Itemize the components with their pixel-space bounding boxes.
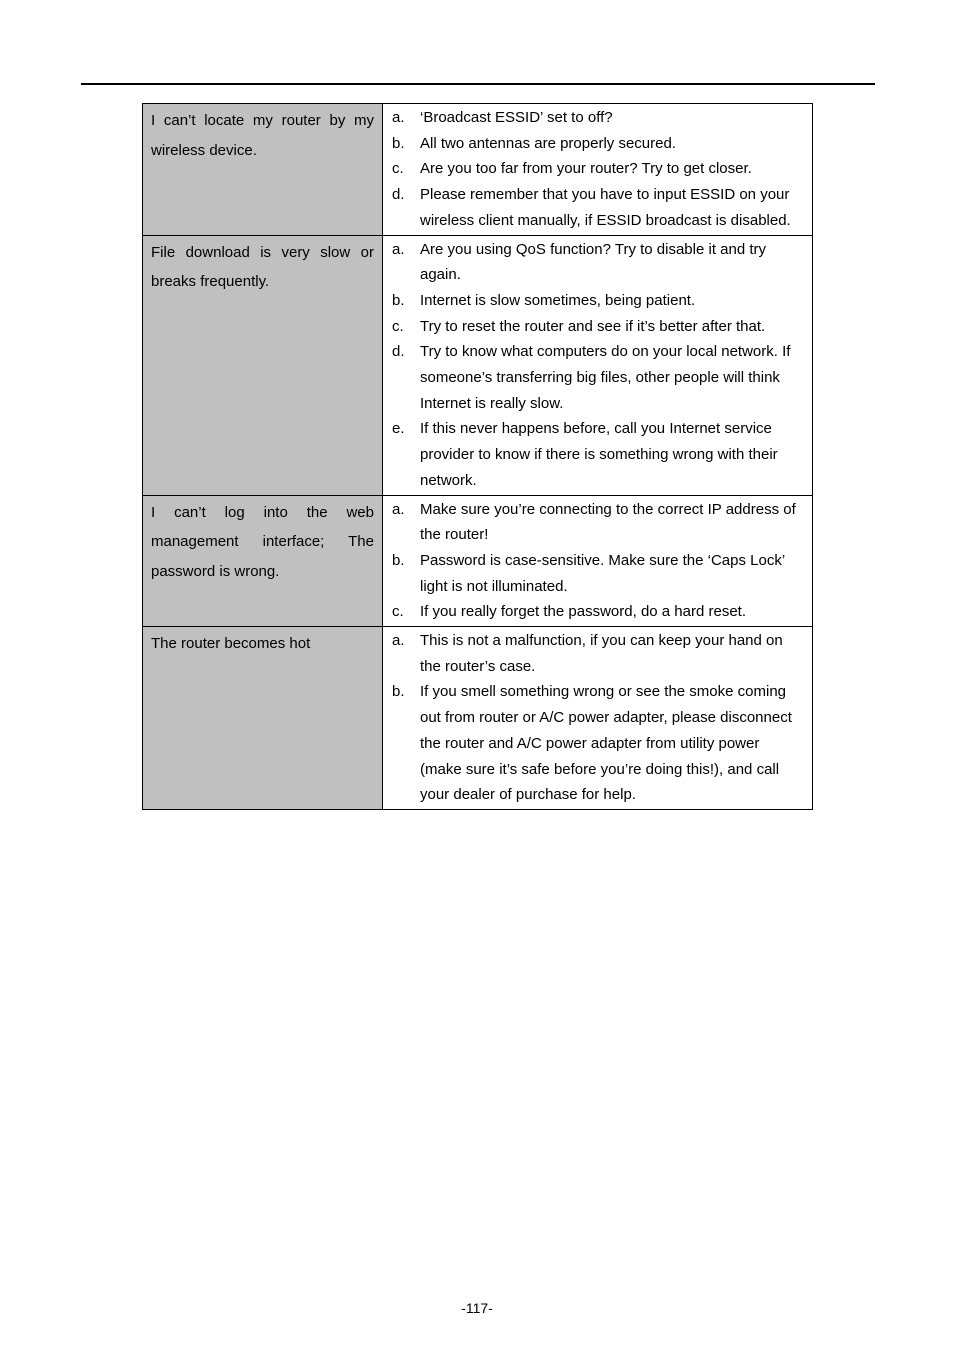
list-marker: c.	[392, 317, 404, 335]
page-number: -117-	[461, 1300, 493, 1316]
table-row	[143, 495, 813, 627]
solution-cell	[383, 495, 813, 627]
list-item	[392, 237, 804, 288]
table-row	[143, 235, 813, 495]
list-marker: e.	[392, 420, 405, 438]
solution-list	[392, 497, 804, 626]
table-row	[143, 104, 813, 236]
list-item-text: Are you too far from your router? Try to get closer.	[420, 160, 752, 178]
solution-list	[392, 237, 804, 494]
list-item-text: ‘Broadcast ESSID’ set to off?	[420, 109, 613, 126]
list-item-text: Make sure you’re connecting to the correct IP address of the router!	[420, 500, 796, 544]
solution-cell	[383, 104, 813, 236]
problem-cell: File download is very slow or breaks frequently.	[143, 235, 383, 495]
list-marker: c.	[392, 160, 404, 178]
list-marker: b.	[392, 291, 405, 309]
list-item-text: Please remember that you have to input ESSID on your wireless client manually, if ESSID broadcast is disabled.	[420, 186, 791, 229]
list-marker: c.	[392, 603, 404, 621]
solution-list	[392, 105, 804, 234]
list-item	[392, 314, 804, 340]
list-item	[392, 288, 804, 314]
list-marker: d.	[392, 343, 405, 361]
list-item-text: If you really forget the password, do a hard reset.	[420, 603, 747, 621]
list-item	[392, 416, 804, 493]
list-item	[392, 131, 804, 157]
list-marker: d.	[392, 186, 405, 204]
solution-cell	[383, 235, 813, 495]
list-marker: b.	[392, 683, 405, 701]
list-marker: a.	[392, 500, 405, 518]
solution-cell	[383, 627, 813, 810]
list-item-text: Try to reset the router and see if it’s better after that.	[420, 317, 766, 335]
list-item-text: This is not a malfunction, if you can keep your hand on the router’s case.	[420, 632, 783, 675]
problem-cell: I can’t locate my router by my wireless device.	[143, 104, 383, 236]
table-row	[143, 627, 813, 810]
list-item	[392, 339, 804, 416]
list-item	[392, 599, 804, 625]
list-marker: a.	[392, 109, 405, 126]
list-marker: b.	[392, 551, 405, 569]
header-rule	[81, 83, 875, 85]
list-item	[392, 156, 804, 182]
list-marker: a.	[392, 632, 405, 650]
problem-cell: The router becomes hot	[143, 627, 383, 810]
list-item-text: All two antennas are properly secured.	[420, 134, 676, 152]
list-item-text: Password is case-sensitive. Make sure the ‘Caps Lock’ light is not illuminated.	[420, 551, 785, 595]
solution-list	[392, 628, 804, 808]
list-item	[392, 548, 804, 599]
list-item	[392, 497, 804, 548]
list-marker: b.	[392, 134, 405, 152]
problem-cell: I can’t log into the web management interface; The password is wrong.	[143, 495, 383, 627]
list-item	[392, 679, 804, 808]
list-item-text: Try to know what computers do on your local network. If someone’s transferring big files, other people will think Internet is really slow.	[420, 343, 791, 412]
list-item-text: Are you using QoS function? Try to disable it and try again.	[420, 240, 767, 284]
troubleshooting-table	[142, 103, 813, 810]
list-item-text: If you smell something wrong or see the smoke coming out from router or A/C power adapter, please disconnect the router and A/C power adapter from utility power (make sure it’s safe before you’re doing this!), and call your dealer of purchase for help.	[420, 683, 792, 804]
list-marker: a.	[392, 240, 405, 258]
list-item	[392, 182, 804, 233]
list-item-text: If this never happens before, call you Internet service provider to know if there is something wrong with their network.	[420, 420, 778, 489]
list-item	[392, 628, 804, 679]
list-item-text: Internet is slow sometimes, being patient.	[420, 291, 696, 309]
list-item	[392, 105, 804, 131]
